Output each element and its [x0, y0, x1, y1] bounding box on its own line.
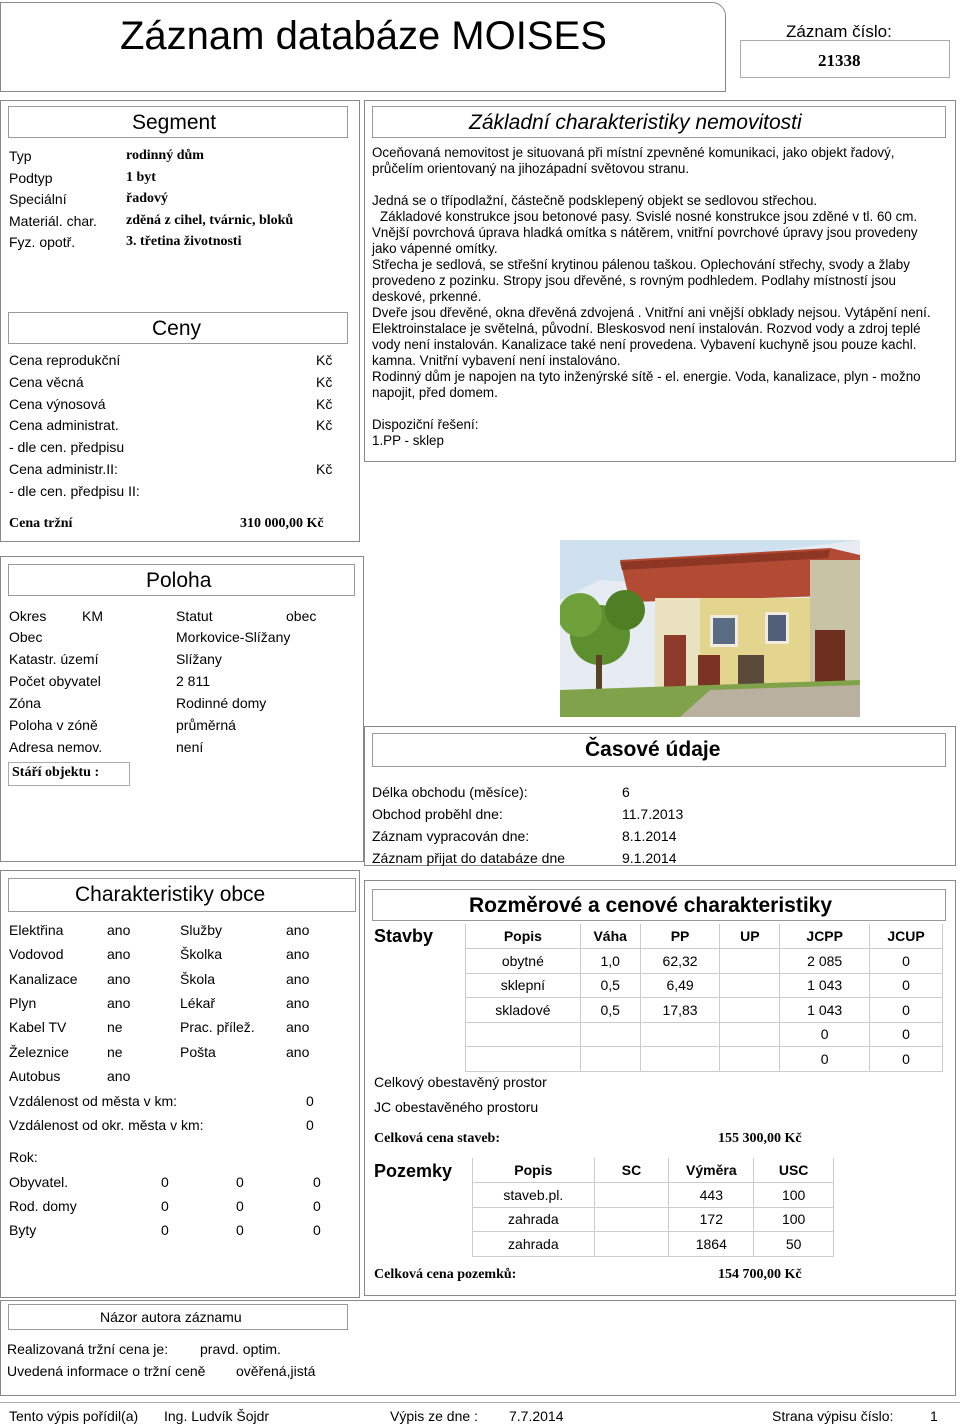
table-header-cell: Popis [466, 924, 581, 949]
table-row [473, 1207, 834, 1232]
dimensions-title: Rozměrové a cenové charakteristiky [469, 894, 833, 917]
stat-label: Rod. domy [9, 1198, 77, 1214]
table-header-cell: SC [594, 1158, 669, 1183]
table-row [473, 1158, 834, 1183]
price-info-label: Uvedená informace o tržní ceně [7, 1363, 206, 1379]
table-header-cell: UP [720, 924, 780, 949]
distance-city-value: 0 [306, 1093, 314, 1109]
table-cell: 0 [870, 998, 943, 1023]
location-value: není [176, 739, 204, 755]
stat-label: Byty [9, 1222, 37, 1238]
service-label: Služby [180, 922, 223, 938]
land-label: Pozemky [374, 1161, 453, 1181]
segment-label: Typ [9, 148, 32, 164]
stat-value: 0 [313, 1222, 321, 1238]
location-value: Rodinné domy [176, 695, 267, 711]
market-price-value: 310 000,00 Kč [240, 516, 324, 531]
description-paragraph: Dispoziční řešení: [372, 417, 479, 432]
description-paragraph: Základové konstrukce jsou betonové pasy. Svislé nosné konstrukce jsou zděné v tl. 60 cm. Vnější povrchová úprava hladká omítka s nátěrem, vnitřní povrchové úpravy jsou provedeny jako vápenné omítky. [372, 209, 918, 256]
table-cell: 172 [669, 1207, 754, 1232]
price-label: - dle cen. předpisu [9, 439, 125, 455]
realized-price-label: Realizovaná tržní cena je: [7, 1341, 169, 1357]
table-cell [720, 949, 780, 974]
segment-value: 1 byt [126, 170, 156, 185]
market-price-label: Cena tržní [9, 516, 73, 531]
footer-divider [0, 1402, 960, 1403]
buildings-total-value: 155 300,00 Kč [718, 1131, 802, 1146]
table-cell [466, 1047, 581, 1072]
location-title: Poloha [146, 569, 212, 592]
characteristics-title: Základní charakteristiky nemovitosti [469, 111, 802, 134]
service-label: Prac. přílež. [180, 1019, 255, 1035]
table-cell [720, 998, 780, 1023]
location-value: Slížany [176, 651, 222, 667]
segment-value: zděná z cihel, tvárnic, bloků [126, 213, 294, 228]
stat-value: 0 [313, 1198, 321, 1214]
table-row [473, 1183, 834, 1208]
price-unit: Kč [316, 374, 333, 390]
table-header-cell: Výměra [669, 1158, 754, 1183]
segment-value: řadový [126, 191, 168, 206]
price-label: Cena reprodukční [9, 352, 121, 368]
statut-label: Statut [176, 608, 213, 624]
table-cell: zahrada [473, 1232, 595, 1257]
table-header-cell: JCPP [780, 924, 870, 949]
description-spacer [372, 401, 942, 417]
location-label: Katastr. území [9, 651, 99, 667]
time-label: Záznam přijat do databáze dne [372, 850, 566, 866]
table-cell: 6,49 [640, 973, 720, 998]
price-label: Cena výnosová [9, 396, 106, 412]
prices-title: Ceny [152, 317, 202, 340]
table-row [473, 1232, 834, 1257]
extract-date-label: Výpis ze dne : [390, 1408, 478, 1424]
price-unit: Kč [316, 417, 333, 433]
table-cell: 1 043 [780, 998, 870, 1023]
year-label: Rok: [9, 1149, 38, 1165]
segment-label: Speciální [9, 191, 67, 207]
stat-value: 0 [236, 1174, 244, 1190]
realized-price-value: pravd. optim. [200, 1341, 281, 1357]
stat-value: 0 [161, 1174, 169, 1190]
utility-label: Vodovod [9, 946, 64, 962]
time-label: Obchod proběhl dne: [372, 806, 503, 822]
service-label: Lékař [180, 995, 216, 1011]
time-value: 8.1.2014 [622, 828, 677, 844]
price-info-value: ověřená,jistá [236, 1363, 316, 1379]
service-label: Škola [180, 971, 216, 987]
extract-date-value: 7.7.2014 [509, 1408, 564, 1424]
table-cell: 100 [754, 1207, 834, 1232]
description-paragraph: 1.PP - sklep [372, 433, 444, 448]
table-cell [594, 1207, 669, 1232]
description-paragraph: Jedná se o třípodlažní, částečně podsklepený objekt se sedlovou střechou. [372, 193, 818, 208]
table-cell: 0 [780, 1047, 870, 1072]
buildings-total-label: Celková cena staveb: [374, 1131, 500, 1146]
property-photo [560, 540, 860, 717]
stat-value: 0 [313, 1174, 321, 1190]
utility-value: ne [107, 1019, 123, 1035]
table-header-cell: JCUP [870, 924, 943, 949]
table-header-cell: USC [754, 1158, 834, 1183]
table-cell [640, 1022, 720, 1047]
description-spacer [372, 177, 942, 193]
table-header-cell: Váha [580, 924, 640, 949]
distance-city-label: Vzdálenost od města v km: [9, 1093, 178, 1109]
municipality-title: Charakteristiky obce [75, 883, 266, 906]
table-cell: 0 [870, 1047, 943, 1072]
table-row [466, 973, 943, 998]
table-cell: 0,5 [580, 973, 640, 998]
distance-district-value: 0 [306, 1117, 314, 1133]
table-cell: sklepní [466, 973, 581, 998]
total-space-label: Celkový obestavěný prostor [374, 1074, 547, 1090]
utility-value: ano [107, 995, 131, 1011]
age-label: Stáří objektu : [12, 765, 100, 780]
page-number-label: Strana výpisu číslo: [772, 1408, 894, 1424]
price-label: Cena administr.II: [9, 461, 118, 477]
opinion-title: Názor autora záznamu [100, 1309, 242, 1325]
table-cell: 62,32 [640, 949, 720, 974]
table-cell [466, 1022, 581, 1047]
table-cell [720, 1022, 780, 1047]
table-cell: 0,5 [580, 998, 640, 1023]
stat-label: Obyvatel. [9, 1174, 69, 1190]
segment-label: Podtyp [9, 170, 53, 186]
service-value: ano [286, 1019, 310, 1035]
price-label: Cena věcná [9, 374, 84, 390]
service-value: ano [286, 1044, 310, 1060]
segment-value: rodinný dům [126, 148, 204, 163]
table-cell: 1,0 [580, 949, 640, 974]
description-paragraph: Oceňovaná nemovitost je situovaná při místní zpevněné komunikaci, jako objekt řadový, průčelím orientovaný na jihozápadní světovou stranu. [372, 145, 895, 176]
utility-label: Kanalizace [9, 971, 78, 987]
utility-value: ano [107, 971, 131, 987]
description-paragraph: Střecha je sedlová, se střešní krytinou pálenou taškou. Oplechování střechy, svody a žlaby provedeno z pozinku. Stropy jsou dřevěné, s rovným podhledem. Podlahy místností jsou deskové, prkenné. [372, 257, 910, 304]
buildings-table [465, 924, 943, 1072]
land-total-label: Celková cena pozemků: [374, 1267, 517, 1282]
characteristics-description [372, 145, 942, 449]
record-number: 21338 [818, 51, 861, 70]
buildings-label: Stavby [374, 926, 434, 946]
table-cell: 1864 [669, 1232, 754, 1257]
table-cell: 17,83 [640, 998, 720, 1023]
utility-label: Plyn [9, 995, 37, 1011]
made-by-label: Tento výpis pořídil(a) [9, 1408, 139, 1424]
location-value: 2 811 [176, 673, 210, 689]
page-title: Záznam databáze MOISES [120, 14, 607, 58]
stat-value: 0 [161, 1222, 169, 1238]
table-row [466, 1022, 943, 1047]
utility-value: ne [107, 1044, 123, 1060]
table-cell: 0 [780, 1022, 870, 1047]
land-table [472, 1158, 834, 1257]
table-cell [640, 1047, 720, 1072]
made-by-value: Ing. Ludvík Šojdr [164, 1408, 270, 1424]
segment-label: Materiál. char. [9, 213, 97, 229]
segment-value: 3. třetina životnosti [126, 234, 242, 249]
okres-label: Okres [9, 608, 47, 624]
table-cell: 0 [870, 949, 943, 974]
table-cell [594, 1183, 669, 1208]
table-header-cell: PP [640, 924, 720, 949]
utility-label: Autobus [9, 1068, 61, 1084]
time-value: 9.1.2014 [622, 850, 677, 866]
stat-value: 0 [161, 1198, 169, 1214]
distance-district-label: Vzdálenost od okr. města v km: [9, 1117, 204, 1133]
service-value: ano [286, 995, 310, 1011]
utility-label: Kabel TV [9, 1019, 67, 1035]
table-cell [720, 973, 780, 998]
location-label: Počet obyvatel [9, 673, 101, 689]
service-label: Školka [180, 946, 223, 962]
table-cell: zahrada [473, 1207, 595, 1232]
table-cell: staveb.pl. [473, 1183, 595, 1208]
table-cell: 0 [870, 1022, 943, 1047]
location-value: průměrná [176, 717, 236, 733]
service-value: ano [286, 946, 310, 962]
service-value: ano [286, 971, 310, 987]
time-label: Délka obchodu (měsíce): [372, 784, 528, 800]
table-row [466, 998, 943, 1023]
price-label: - dle cen. předpisu II: [9, 483, 140, 499]
utility-value: ano [107, 922, 131, 938]
land-total-value: 154 700,00 Kč [718, 1267, 802, 1282]
description-paragraph: Rodinný dům je napojen na tyto inženýrské sítě - el. energie. Voda, kanalizace, plyn - možno napojit, před domem. [372, 369, 921, 400]
table-row [466, 949, 943, 974]
jc-space-label: JC obestavěného prostoru [374, 1099, 539, 1115]
record-number-label: Záznam číslo: [786, 22, 892, 41]
page-number-value: 1 [930, 1408, 938, 1424]
table-cell: skladové [466, 998, 581, 1023]
price-unit: Kč [316, 461, 333, 477]
utility-label: Železnice [9, 1044, 69, 1060]
service-value: ano [286, 922, 310, 938]
time-value: 11.7.2013 [622, 806, 684, 822]
location-label: Poloha v zóně [9, 717, 98, 733]
table-cell [720, 1047, 780, 1072]
utility-value: ano [107, 946, 131, 962]
location-label: Adresa nemov. [9, 739, 103, 755]
table-cell: 443 [669, 1183, 754, 1208]
location-value: Morkovice-Slížany [176, 629, 291, 645]
table-cell [594, 1232, 669, 1257]
stat-value: 0 [236, 1222, 244, 1238]
location-label: Obec [9, 629, 43, 645]
utility-value: ano [107, 1068, 131, 1084]
time-label: Záznam vypracován dne: [372, 828, 530, 844]
statut-value: obec [286, 608, 317, 624]
table-header-cell: Popis [473, 1158, 595, 1183]
time-title: Časové údaje [585, 738, 721, 761]
okres-value: KM [82, 608, 103, 624]
price-unit: Kč [316, 396, 333, 412]
time-value: 6 [622, 784, 630, 800]
table-cell: 100 [754, 1183, 834, 1208]
utility-label: Elektřina [9, 922, 64, 938]
price-unit: Kč [316, 352, 333, 368]
segment-title: Segment [132, 111, 217, 134]
table-row [466, 1047, 943, 1072]
table-cell [580, 1047, 640, 1072]
table-cell: obytné [466, 949, 581, 974]
price-label: Cena administrat. [9, 417, 119, 433]
table-cell: 50 [754, 1232, 834, 1257]
table-cell: 0 [870, 973, 943, 998]
table-row [466, 924, 943, 949]
table-cell: 1 043 [780, 973, 870, 998]
table-cell: 2 085 [780, 949, 870, 974]
description-paragraph: Dveře jsou dřevěné, okna dřevěná zdvojená . Vnitřní ani vnější obklady nejsou. Vytápění není. Elektroinstalace je světelná, původní. Bleskosvod není instalován. Rozvod vody a zdroj teplé vody není instalován. Kanalizace také není provedena. Vybavení kuchyně jsou pouze kachl. kamna. Vnitřní vybavení není instalováno. [372, 305, 931, 368]
segment-label: Fyz. opotř. [9, 234, 76, 250]
service-label: Pošta [180, 1044, 216, 1060]
stat-value: 0 [236, 1198, 244, 1214]
table-cell [580, 1022, 640, 1047]
location-label: Zóna [9, 695, 41, 711]
